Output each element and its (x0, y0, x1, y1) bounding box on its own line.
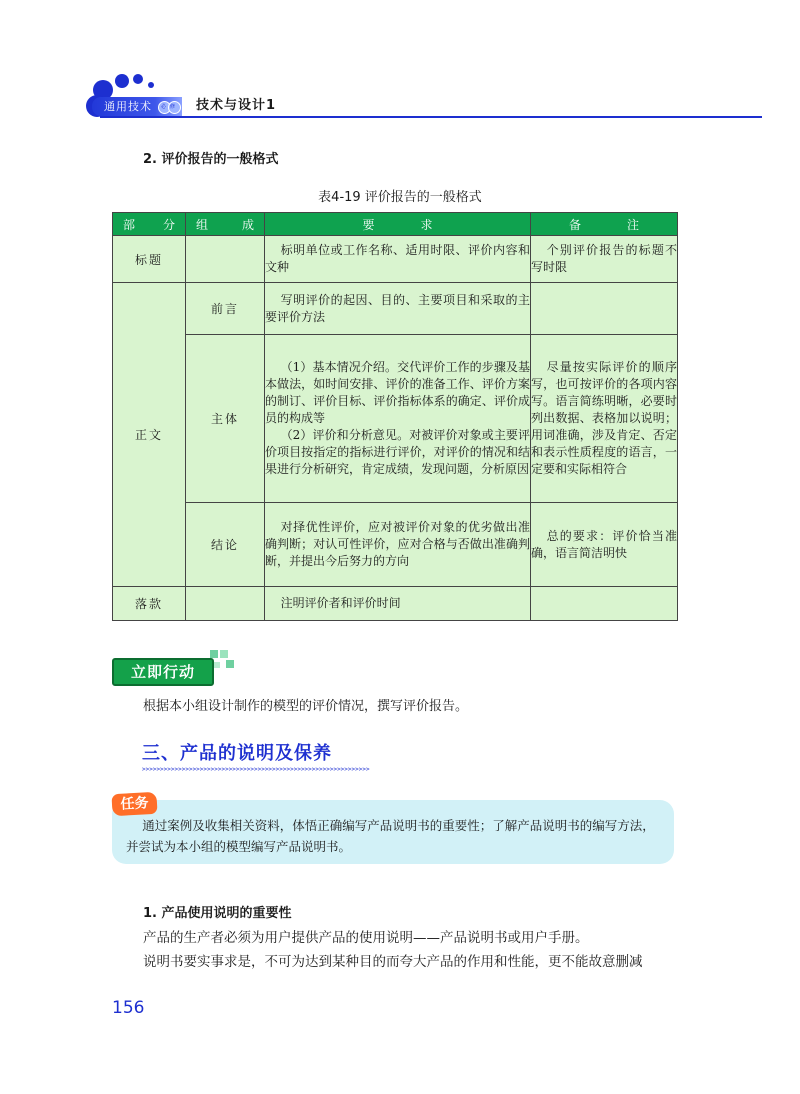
cell-remark (531, 335, 678, 503)
cell-empty (531, 283, 678, 335)
action-text: 根据本小组设计制作的模型的评价情况，撰写评价报告。 (143, 699, 469, 714)
chapter-heading: 三、产品的说明及保养 (142, 743, 332, 764)
header-remark-char: 备 (568, 217, 581, 232)
requirement-text: 注明评价者和评价时间 (280, 596, 401, 610)
cell-part-body: 正文 (113, 283, 186, 587)
series-title: 通用技术 (104, 100, 152, 113)
decor-dot-small (133, 74, 143, 84)
requirement-text: 对择优性评价，应对被评价对象的优劣做出准确判断；对认可性评价，应对合格与否做出准确判断，并提出今后努力的方向 (265, 520, 530, 568)
header-remark (531, 213, 678, 236)
header-requirement-char: 求 (420, 217, 433, 232)
decor-square (220, 650, 228, 658)
decor-square (210, 650, 218, 658)
cell-component-main: 主体 (186, 335, 265, 503)
header-component-char: 成 (241, 217, 254, 232)
remark-text: 尽量按实际评价的顺序写，也可按评价的各项内容写。语言简练明晰，必要时列出数据、表格加以说明；用词准确，涉及肯定、否定和表示性质程度的语言，一定要和实际相符合 (531, 360, 677, 476)
header-part-char: 分 (162, 217, 175, 232)
decor-dot-medium (115, 74, 129, 88)
cell-empty (186, 587, 265, 621)
cell-requirement (265, 283, 531, 335)
cell-part-title: 标题 (113, 236, 186, 283)
table-header-row (113, 213, 678, 236)
cell-part-signature: 落款 (113, 587, 186, 621)
requirement-text: （2）评价和分析意见。对被评价对象或主要评价项目按指定的指标进行评价，对评价的情况和结果进行分析研究，肯定成绩，发现问题，分析原因 (265, 428, 530, 476)
badge-label: 必修 (160, 104, 179, 110)
header-part (113, 213, 186, 236)
header-component (186, 213, 265, 236)
remark-text: 总的要求：评价恰当准确，语言简洁明快 (531, 528, 677, 560)
cell-requirement (265, 503, 531, 587)
paragraph: 说明书要实事求是，不可为达到某种目的而夸大产品的作用和性能，更不能故意删减 (143, 954, 643, 970)
heading-divider: >>>>>>>>>>>>>>>>>>>>>>>>>>>>>>>>>>>>>>>>>>>>>>>>>>>>>>>>>>>>>>> (142, 766, 370, 773)
cell-empty (186, 236, 265, 283)
table-row-title (113, 236, 678, 283)
table-row-signature (113, 587, 678, 621)
cell-empty (531, 587, 678, 621)
task-text (126, 815, 656, 857)
decor-square (226, 660, 234, 668)
cell-component-preface: 前言 (186, 283, 265, 335)
table-row-conclusion (113, 503, 678, 587)
header-requirement-char: 要 (362, 217, 375, 232)
action-label: 立即行动 (112, 658, 214, 686)
task-label: 任务 (111, 792, 157, 816)
paragraph: 产品的生产者必须为用户提供产品的使用说明——产品说明书或用户手册。 (143, 930, 589, 946)
header-component-char: 组 (196, 217, 209, 232)
cell-requirement (265, 587, 531, 621)
remark-text: 个别评价报告的标题不写时限 (531, 243, 677, 274)
table-row-preface (113, 283, 678, 335)
report-format-table (112, 212, 678, 621)
requirement-text: （1）基本情况介绍。交代评价工作的步骤及基本做法，如时间安排、评价的准备工作、评价方案的制订、评价目标、评价指标体系的确定、评价成员的构成等 (265, 360, 530, 425)
section-heading: 2. 评价报告的一般格式 (143, 152, 279, 167)
book-title: 技术与设计1 (196, 98, 277, 113)
cell-requirement (265, 236, 531, 283)
table-row-main (113, 335, 678, 503)
subsection-heading: 1. 产品使用说明的重要性 (143, 906, 292, 921)
decor-dot-tiny (148, 82, 154, 88)
page-number: 156 (112, 998, 145, 1018)
header-divider (100, 116, 762, 118)
header-requirement (265, 213, 531, 236)
requirement-text: 写明评价的起因、目的、主要项目和采取的主要评价方法 (265, 292, 530, 324)
header-remark-char: 注 (627, 217, 640, 232)
task-text-body: 通过案例及收集相关资料，体悟正确编写产品说明书的重要性；了解产品说明书的编写方法，并尝试为本小组的模型编写产品说明书。 (126, 818, 655, 854)
cell-component-conclusion: 结论 (186, 503, 265, 587)
cell-remark (531, 236, 678, 283)
requirement-text: 标明单位或工作名称、适用时限、评价内容和文种 (265, 243, 530, 274)
header-part-char: 部 (123, 217, 136, 232)
table-caption: 表4-19 评价报告的一般格式 (318, 190, 482, 205)
decor-square (214, 662, 220, 668)
cell-remark (531, 503, 678, 587)
cell-requirement (265, 335, 531, 503)
